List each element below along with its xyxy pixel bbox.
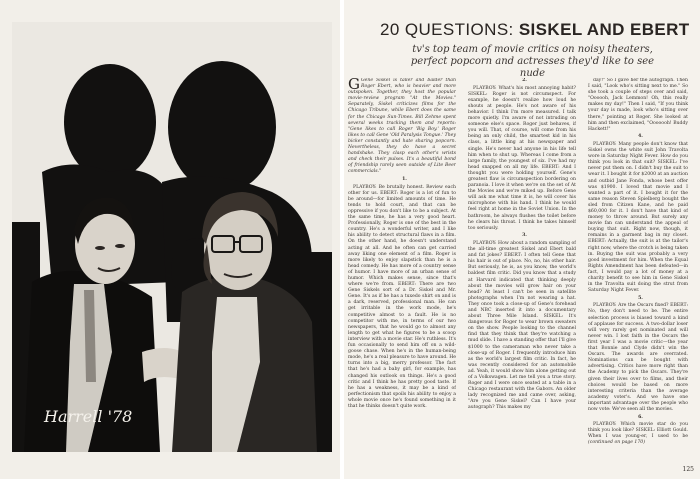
question-4-text: PLAYBOY: Many people don't know that Siskel owns the white suit John Travolta wore in Saturday Night Fever. How do you think you look in that suit? SISKEL: I've never put them on. I didn't buy the suit to wear it. I bought it for $2000 at an auction and outbid Jane Fonda, whose best offer was $1900. I loved that movie and I wanted a part of it. I bought it for the same reason Steven Spielberg bought the sled from Citizen Kane, and he paid $60,000 for it. I don't have that kind of money to throw around. But surely any movie fan can understand the appeal of buying that suit. Right now, though, it remains in a garment bag in my closet. EBERT: Actually, the suit is at the tailor's right now, where the crotch is being taken in. Buying the suit was probably a very good investment for him. When the Equal Rights Amendment has been defeated—in fact, I would pay a lot of money at a charity benefit to see him in Gene Siskel in the Travolta suit doing the strut from Saturday Night Fever. [588, 141, 688, 294]
question-3-continued: day!" So I gave her the autograph. Then I said, "Look who's sitting next to me." So she took a couple of steps over and said, "Oooooh, Jack Lemmon! Oh, this really makes my day!" Then I said, "If you think your day is made, look who's sitting over there," pointing at Roger. She looked at him and then exclaimed, "Ooooooh! Buddy Hackett!" [588, 78, 688, 132]
article-intro [348, 78, 456, 176]
photo-illustration [12, 22, 332, 452]
question-5-text: PLAYBOY: Are the Oscars fixed? EBERT: No, they don't need to be. The entire selection process is biased toward a kind of applause for success. A two-dollar loser will very rarely get nominated and will never win. I lost faith in the Oscars the first year I was a movie critic—the year that Bonnie and Clyde didn't win the Oscars. The awards are overrated. Nominations can be bought with advertising. Critics have more right than the Academy to pick the Oscars. They're given their lives over to films, and their choices would be based on more interesting criteria than the average academy voter's. And we have one important advantage over the people who now vote: We've seen all the movies. [588, 303, 688, 412]
question-number-5: 5. [638, 295, 643, 301]
page-number: 125 [682, 466, 694, 473]
drop-cap: G [348, 78, 360, 93]
text-column-2 [468, 78, 576, 470]
question-2-text: PLAYBOY: What's his most annoying habit? SISKEL: Roger is not circumspect. For example, he doesn't realize how loud he shouts at people. He's not aware of his behavior. I think I'm more measured. I talk more quietly. I'm aware of not intruding on someone else's space. Roger just behaves, if you will. That, of course, will come from his being an only child, the smartest kid in his class, a little king at his newspaper and single. He's never had anyone in his life tell him when to shut up. Whereas I come from a large family, the youngest of six. I've had my head snapped on all my life. EBERT: And I thought you were holding yourself. Gene's greatest flaw is circumspection bordering on paranoia. I love it when we're on the set of At the Movies and we're miked up. Before Gene will ask me what time it is, he will cover his microphone with his hand. I think he would feel right at home in the Soviet Union. In the bathroom, he always flushes the toilet before he clears his throat. I think he takes himself too seriously. [468, 85, 576, 231]
question-number-4: 4. [638, 134, 643, 140]
question-3-text: PLAYBOY: How about a random sampling of the all-time greatest Siskel and Ebert bald and fat jokes? EBERT: I often tell Gene that his hair is out of place. No, no, his other hair. But seriously, he is, as you know, the world's baldest film critic. Did you know that a study at Harvard indicated that thinking deeply about the movies will grow hair on your head? At least I can't be seen in satellite photographs when I'm not wearing a hat. They once took a close-up of Gene's forehead and NBC inserted it into a documentary about Three Mile Island. SISKEL: It's dangerous for Roger to wear brown sweaters on the show. People looking to the channel find that they think that they're watching a mud slide. I have a standing offer that I'll give $1000 to the cameraman who never take a close-up of Roger. I frequently introduce him as the world's largest film critic. In fact, he was recently considered for an automobile ad. Yeah, it would show him alone getting out of a Volkswagen. Let me tell you a true story. Roger and I were once seated at a table in a Chicago restaurant with the Gabors. An older lady recognized me and came over, asking, "Are you Gene Siskel? Can I have your autograph? This makes my [468, 240, 576, 411]
continued-note: (continued on page 170) [588, 440, 645, 446]
question-number-3: 3. [522, 233, 527, 239]
question-6-body: PLAYBOY: Which movie star do you think you look like? SISKEL: Elliott Gould. When I was young-er, I used to be [588, 422, 688, 440]
headline-prefix: 20 QUESTIONS: [380, 20, 514, 39]
article-headline [380, 20, 690, 40]
photo-siskel-ebert [12, 22, 332, 452]
photographer-signature: Harrell '78 [44, 407, 133, 426]
question-number-1: 1. [402, 177, 407, 182]
left-page [0, 0, 340, 479]
text-column-3 [588, 78, 688, 470]
question-1-text: PLAYBOY: Be brutally honest. Review each other for us. EBERT: Roger is a lot of fun to be around—for limited amounts of time. He tends to hold court, and that can be oppressive if you don't like to be a subject. At the same time, he has a very good heart. Professionally, Roger is one of the best in the country. He's a wonderful writer, and I like his ability to detect structural flaws in a film. On the other hand, he doesn't understand acting at all. And he often can get carried away liking one element of a film. Roger is more likely to enjoy slapstick than he is a head comedy. He has more of a country sense of humor. I have more of an urban sense of humor. Which makes sense, since that's where we're from. EBERT: There are two Gene Siskels sort of a Dr. Siskel and Mr. Gene. It's as if he has a tuxedo shirt on and is a dark, reserved, professional man. He can get irritable in the work mode, he's competitive almost to a fault. He is no competitor with me, in terms of our two newspapers, that he would go to almost any length to get what he figures to be a scoop interview with a movie star. He's ruthless. It's fun occasionally to send him off on a wild-goose chase. When he's in the human-being mode, he's a real pleasure to have around. He turns into a big, merry professor. The fact that he's had a baby girl, for example, has changed his outlook on things. He's a good critic and I think he has pretty good taste. If he has a weakness, it may be a kind of perfectionism that spoils his ability to enjoy a whole movie once he's found something in it that he thinks doesn't quite work. [348, 184, 456, 409]
question-number-6: 6. [638, 414, 643, 420]
question-6-text [588, 422, 688, 446]
intro-text: Gene Siskel is taller and balder than Roger Ebert, who is heavier and more outspoken. Together, they host the popular movie-review program "At the Movies." Separately, Siskel criticizes films for the Chicago Tribune, while Ebert does the same for the Chicago Sun-Times. Bill Zehme spent several weeks tracking them and reports: "Gene likes to call Roger 'Big Boy.' Roger likes to call Gene 'Old Paralysis Tongue.' They bicker constantly and hate sharing popcorn. Nevertheless, they do have a secret handshake. They clasp each other's wrists and check their pulses. It's a beautiful bond of friendship rarely seen outside of Lite Beer commercials." [348, 78, 456, 175]
right-page [344, 0, 700, 479]
headline-main: SISKEL AND EBERT [518, 20, 690, 39]
question-number-2: 2. [522, 78, 527, 83]
article-deck: tv's top team of movie critics on noisy theaters, perfect popcorn and actresses they'd like to see nude [410, 44, 655, 79]
text-column-1 [348, 78, 456, 470]
